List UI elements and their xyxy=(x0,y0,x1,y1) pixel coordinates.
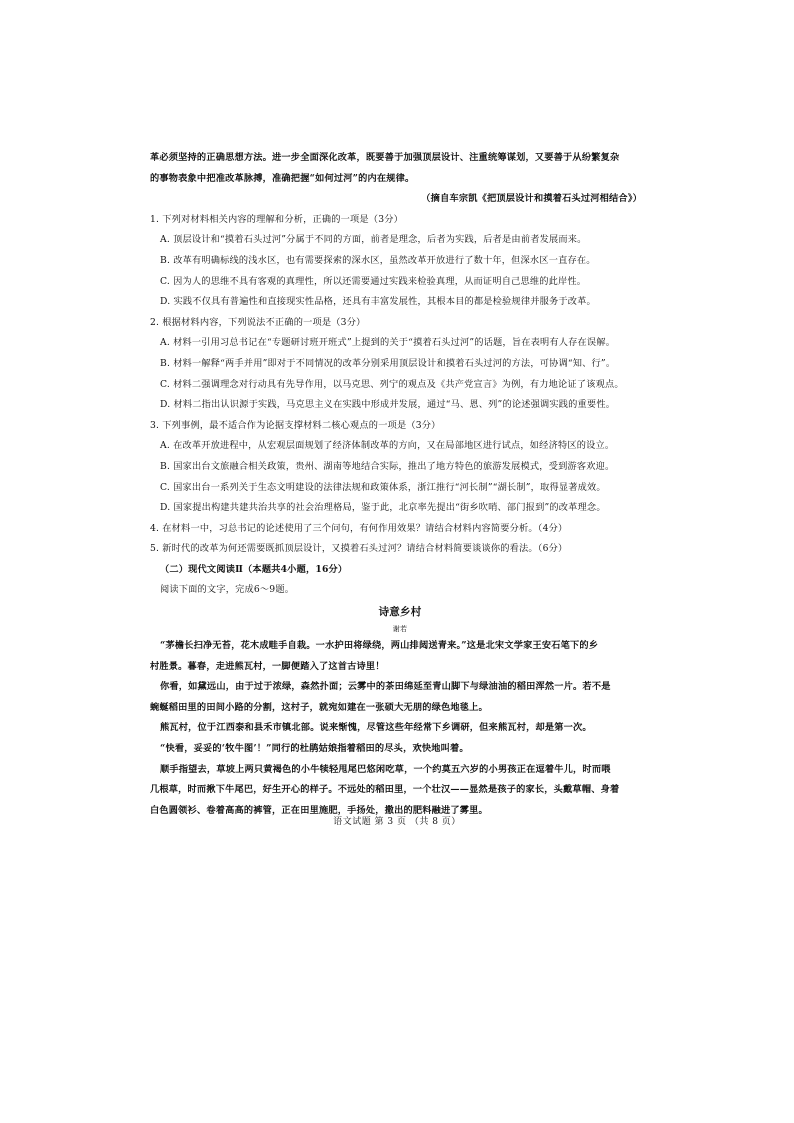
article-line: 村胜景。暮春，走进熊瓦村，一脚便踏入了这首古诗里！ xyxy=(150,660,385,672)
article-line: 几根草，时而揪下牛尾巴，好生开心的样子。不远处的稻田里，一个壮汉——显然是孩子的家长，头戴草帽、身着 xyxy=(150,784,620,796)
question-5: 5. 新时代的改革为何还需要既抓顶层设计，又摸着石头过河？请结合材料简要谈谈你的看法。（6分） xyxy=(150,543,568,555)
question-3-option-b: B. 国家出台文旅融合相关政策，贵州、湖南等地结合实际，推出了地方特色的旅游发展模式，受到游客欢迎。 xyxy=(160,460,615,472)
article-line: 熊瓦村，位于江西泰和县禾市镇北部。说来惭愧，尽管这些年经常下乡调研，但来熊瓦村，却是第一次。 xyxy=(160,722,592,734)
question-4: 4. 在材料一中，习总书记的论述使用了三个问句，有何作用效果？请结合材料内容简要分析。（4分） xyxy=(150,522,568,534)
text-line: 的事物表象中把准改革脉搏，准确把握“如何过河”的内在规律。 xyxy=(150,172,415,184)
reading-instruction: 阅读下面的文字，完成6～9题。 xyxy=(160,584,295,596)
question-1-option-b: B. 改革有明确标线的浅水区，也有需要探索的深水区，虽然改革开放进行了数十年，但深水区一直存在。 xyxy=(160,254,596,266)
text-line: 革必须坚持的正确思想方法。进一步全面深化改革，既要善于加强顶层设计、注重统筹谋划，又要善于从纷繁复杂 xyxy=(150,152,620,163)
source-citation: （摘自车宗凯《把顶层设计和摸着石头过河相结合》） xyxy=(421,193,642,205)
article-line: 白色圆领衫、卷着高高的裤管，正在田里施肥，手扬处，撒出的肥料融进了雾里。 xyxy=(150,804,488,816)
question-2-stem: 2. 根据材料内容，下列说法不正确的一项是（3分） xyxy=(150,316,366,328)
document-page xyxy=(150,148,650,821)
question-3-option-d: D. 国家提出构建共建共治共享的社会治理格局，鉴于此，北京率先提出“街乡吹哨、部门报到”的改革理念。 xyxy=(160,502,606,514)
article-author: 谢若 xyxy=(392,625,408,634)
page-footer: 语文试题 第 3 页 （共 8 页） xyxy=(333,817,461,827)
question-1-option-c: C. 因为人的思维不具有客观的真理性，所以还需要通过实践来检验真理，从而证明自己思维的此岸性。 xyxy=(160,275,587,287)
article-line: 你看，如黛远山，由于过于浓绿，森然扑面；云雾中的茶田绵延至青山脚下与绿油油的稻田浑然一片。若不是 xyxy=(160,681,611,693)
question-3-option-a: A. 在改革开放进程中，从宏观层面规划了经济体制改革的方向，又在局部地区进行试点，如经济特区的设立。 xyxy=(160,440,615,452)
question-2-option-b: B. 材料一解释“两手并用”即对于不同情况的改革分别采用顶层设计和摸着石头过河的方法，可协调“知、行”。 xyxy=(160,357,616,369)
question-1-option-d: D. 实践不仅具有普遍性和直接现实性品格，还具有丰富发展性，其根本目的都是检验规律并服务于改革。 xyxy=(160,296,596,308)
question-3-stem: 3. 下列事例，最不适合作为论据支撑材料二核心观点的一项是（3分） xyxy=(150,419,441,431)
article-line: 蜿蜒稻田里的田间小路的分割，这村子，就宛如建在一张硕大无朋的绿色地毯上。 xyxy=(150,701,488,713)
question-2-option-d: D. 材料二指出认识源于实践，马克思主义在实践中形成并发展，通过“马、恩、列”的论述强调实践的重要性。 xyxy=(160,399,616,411)
question-1-option-a: A. 顶层设计和“摸着石头过河”分属于不同的方面，前者是理念，后者为实践，后者是由前者发展而来。 xyxy=(160,234,587,246)
article-line: “茅檐长扫净无苔，花木成畦手自栽。一水护田将绿绕，两山排闼送青来。”这是北宋文学家王安石笔下的乡 xyxy=(160,640,599,652)
article-line: 顺手指望去，草坡上两只黄褐色的小牛犊轻甩尾巴悠闲吃草，一个约莫五六岁的小男孩正在逗着牛儿，时而喂 xyxy=(160,763,611,775)
question-1-stem: 1. 下列对材料相关内容的理解和分析，正确的一项是（3分） xyxy=(150,213,404,225)
question-2-option-a: A. 材料一引用习总书记在“专题研讨班开班式”上提到的关于“摸着石头过河”的话题，旨在表明有人存在误解。 xyxy=(160,337,616,349)
article-title: 诗意乡村 xyxy=(378,606,422,619)
question-2-option-c: C. 材料二强调理念对行动具有先导作用，以马克思、列宁的观点及《共产党宣言》为例，有力地论证了该观点。 xyxy=(160,378,624,390)
question-3-option-c: C. 国家出台一系列关于生态文明建设的法律法规和政策体系，浙江推行“河长制”“湖长制”，取得显著成效。 xyxy=(160,481,606,493)
article-line: “快看，妥妥的‘牧牛图’！”同行的杜鹃姑娘指着稻田的尽头，欢快地叫着。 xyxy=(160,743,469,755)
section-heading: （二）现代文阅读Ⅱ（本题共4小题，16分） xyxy=(160,563,348,575)
